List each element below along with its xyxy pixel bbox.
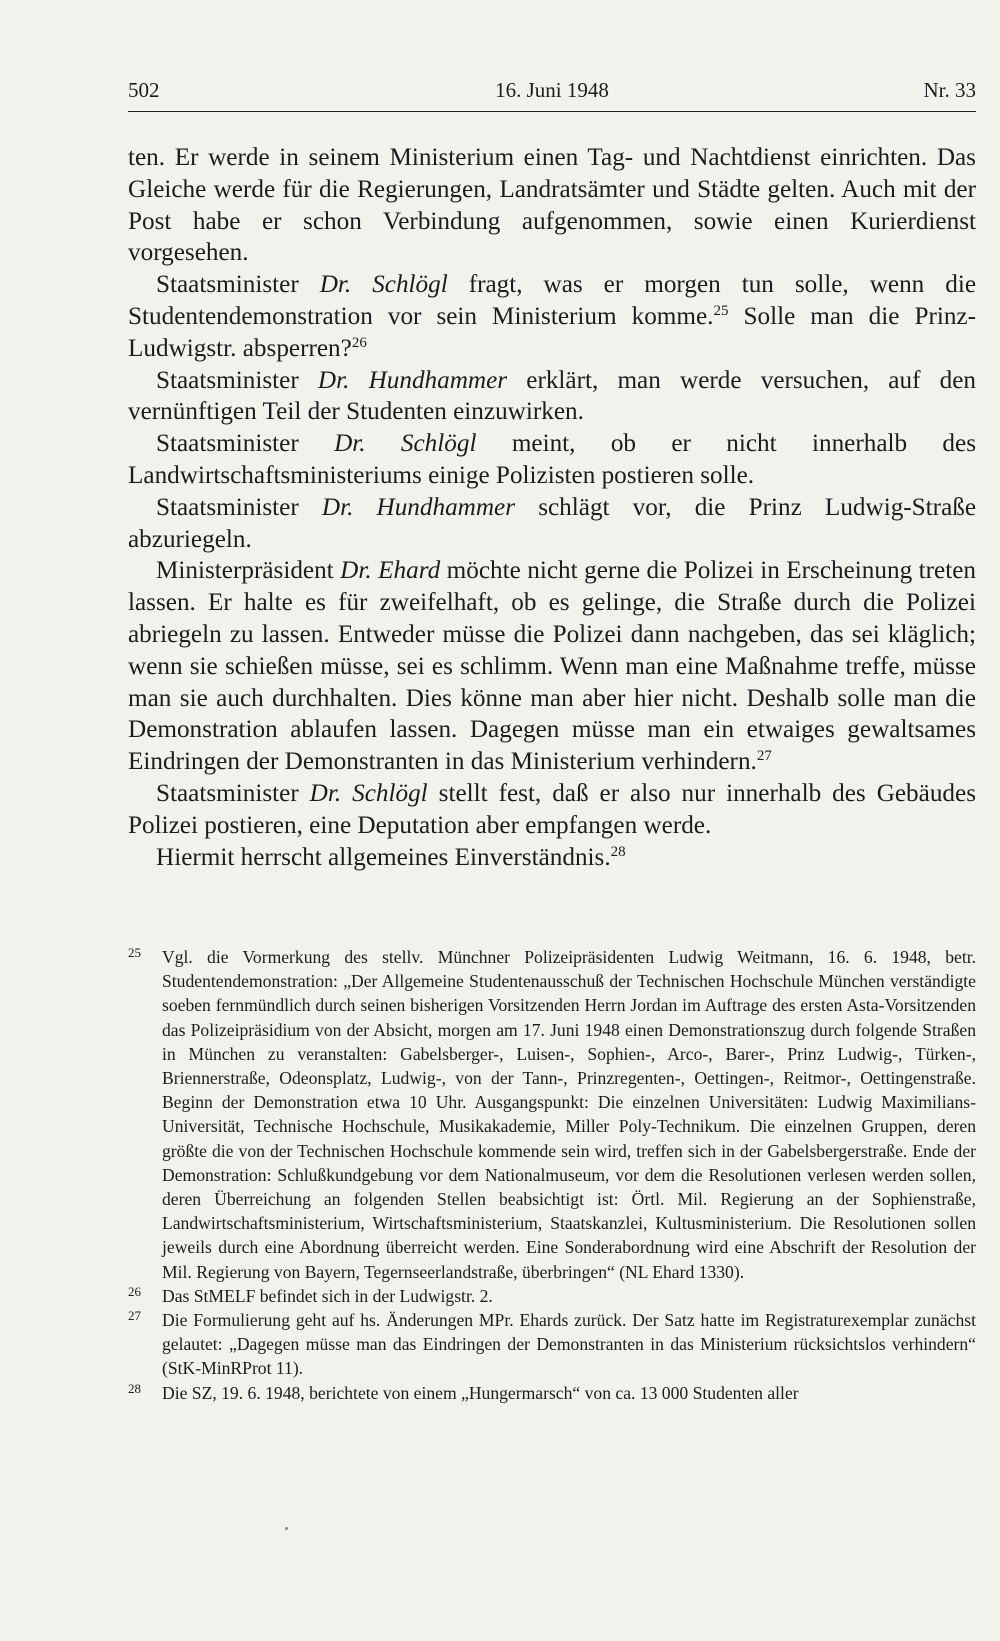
paragraph-text: möchte nicht gerne die Polizei in Erscheinung treten lassen. Er halte es für zweifelhaft, ob es gelinge, die Straße durch die Polizei abriegeln zu lassen. Entweder müsse die Polizei dann nachgeben, das sei kläglich; wenn sie schießen müsse, sei es schlimm. Wenn man eine Maßnahme treffe, müsse man sie auch durchhalten. Dies könne man aber hier nicht. Deshalb solle man die Demonstration ablaufen lassen. Dagegen müsse man ein etwaiges gewaltsames Eindringen der Demonstranten in das Ministerium verhindern. (128, 557, 976, 776)
paragraph (128, 778, 976, 842)
footnote-ref[interactable]: 25 (713, 302, 729, 319)
footnote (128, 1381, 976, 1405)
paragraph (128, 269, 976, 364)
paragraph (128, 842, 976, 874)
paragraph (128, 142, 976, 269)
footnote (128, 1308, 976, 1381)
paragraph-text: fragt, was er morgen tun solle, wenn die Studentendemonstration vor sein Ministerium komme. (128, 271, 977, 330)
footnote (128, 945, 976, 1284)
footnote-ref[interactable]: 28 (610, 843, 626, 860)
footnotes (128, 945, 976, 1405)
footnote-number: 27 (128, 1308, 141, 1324)
footnote-text: Die SZ, 19. 6. 1948, berichtete von einem „Hungermarsch“ von ca. 13 000 Studenten aller (162, 1382, 799, 1403)
speaker-title: Staatsminister (156, 779, 310, 807)
speaker-name: Dr. Schlögl (319, 271, 448, 299)
footnote-number: 25 (128, 945, 141, 960)
paragraph-text: ten. Er werde in seinem Ministerium einen Tag- und Nachtdienst einrichten. Das Gleiche werde für die Regierungen, Landratsämter und Städte gelten. Auch mit der Post habe er schon Verbindung aufgenommen, sowie einen Kurierdienst vorgesehen. (128, 144, 976, 267)
page-number: 502 (128, 78, 160, 102)
paragraph-text: stellt fest, daß er also nur innerhalb des Gebäudes Polizei postieren, eine Deputation aber empfangen werde. (128, 779, 977, 839)
footnote-text: Das StMELF befindet sich in der Ludwigstr. 2. (162, 1285, 493, 1306)
speaker-name: Dr. Ehard (340, 557, 441, 585)
footnote-number: 28 (128, 1380, 141, 1396)
speaker-title: Staatsminister (156, 366, 318, 394)
paragraph (128, 492, 976, 556)
running-head (128, 78, 976, 108)
paragraph-text: erklärt, man werde versuchen, auf den vernünftigen Teil der Studenten einzuwirken. (128, 366, 977, 426)
footnote-ref[interactable]: 26 (351, 334, 367, 351)
footnote-text: Vgl. die Vormerkung des stellv. Münchner Polizeipräsidenten Ludwig Weitmann, 16. 6. 1948, betr. Studentendemonstration: „Der Allgemeine Studentenausschuß der Technischen Hochschule München verständigte soeben fernmündlich durch seinen bisherigen Vorsitzenden Herrn Jordan im Auftrage des ersten Asta-Vorsitzenden das Polizeipräsidium von der Absicht, morgen am 17. Juni 1948 einen Demonstrationszug durch folgende Straßen in München zu veranstalten: Gabelsberger-, Luisen-, Sophien-, Arco-, Barer-, Prinz Ludwig-, Türken-, Briennerstraße, Odeonsplatz, Ludwig-, von der Tann-, Prinzregenten-, Oettingen-, Reitmor-, Oettingenstraße. Beginn der Demonstration etwa 10 Uhr. Ausgangspunkt: Die einzelnen Universitäten: Ludwig Maximilians-Universität, Technische Hochschule, Musikakademie, Miller Poly-Technikum. Die einzelnen Gruppen, deren größte die von der Technischen Hochschule kommende sein wird, treffen sich in der Gabelsbergerstraße. Ende der Demonstration: Schlußkundgebung vor dem Nationalmuseum, vor dem die Resolutionen verlesen werden sollen, deren Überreichung an folgenden Stellen beabsichtigt ist: Örtl. Mil. Regierung an der Sophienstraße, Landwirtschaftsministerium, Wirtschaftsministerium, Staatskanzlei, Kultusministerium. Die Resolutionen sollen jeweils durch eine Abordnung überreicht werden. Eine Sonderabordnung wird eine Abschrift der Resolution der Mil. Regierung von Bayern, Tegernseerlandstraße, überbringen“ (NL Ehard 1330). (162, 947, 976, 1282)
footnote-text: Die Formulierung geht auf hs. Änderungen MPr. Ehards zurück. Der Satz hatte im Registraturexemplar zunächst gelautet: „Dagegen müsse man das Eindringen der Demonstranten in das Ministerium rücksichtslos verhindern“ (StK-MinRProt 11). (162, 1310, 976, 1379)
paragraph (128, 365, 976, 429)
speaker-title: Staatsminister (156, 493, 322, 521)
speaker-name: Dr. Hundhammer (321, 493, 516, 521)
header-rule (128, 111, 976, 112)
paragraph (128, 428, 976, 492)
paragraph-text: schlägt vor, die Prinz Ludwig-Straße abzuriegeln. (128, 493, 977, 553)
speaker-name: Dr. Schlögl (334, 430, 477, 458)
footnote (128, 1284, 976, 1308)
speaker-name: Dr. Schlögl (309, 779, 428, 807)
header-date: 16. Juni 1948 (495, 78, 609, 102)
paragraph (128, 555, 976, 778)
paper-speck (285, 1527, 288, 1530)
main-text (128, 142, 976, 873)
footnote-ref[interactable]: 27 (756, 748, 772, 765)
paragraph-text: meint, ob er nicht innerhalb des Landwirtschaftsministeriums einige Polizisten postieren solle. (128, 430, 977, 489)
speaker-title: Ministerpräsident (156, 557, 341, 585)
speaker-title: Staatsminister (156, 271, 320, 299)
paragraph-text: Hiermit herrscht allgemeines Einverständnis. (156, 843, 611, 871)
issue-number: Nr. 33 (923, 78, 976, 102)
speaker-title: Staatsminister (156, 430, 335, 458)
paragraph-text: Solle man die Prinz-Ludwigstr. absperren? (128, 302, 976, 362)
speaker-name: Dr. Hundhammer (317, 366, 508, 394)
footnote-number: 26 (128, 1283, 141, 1299)
